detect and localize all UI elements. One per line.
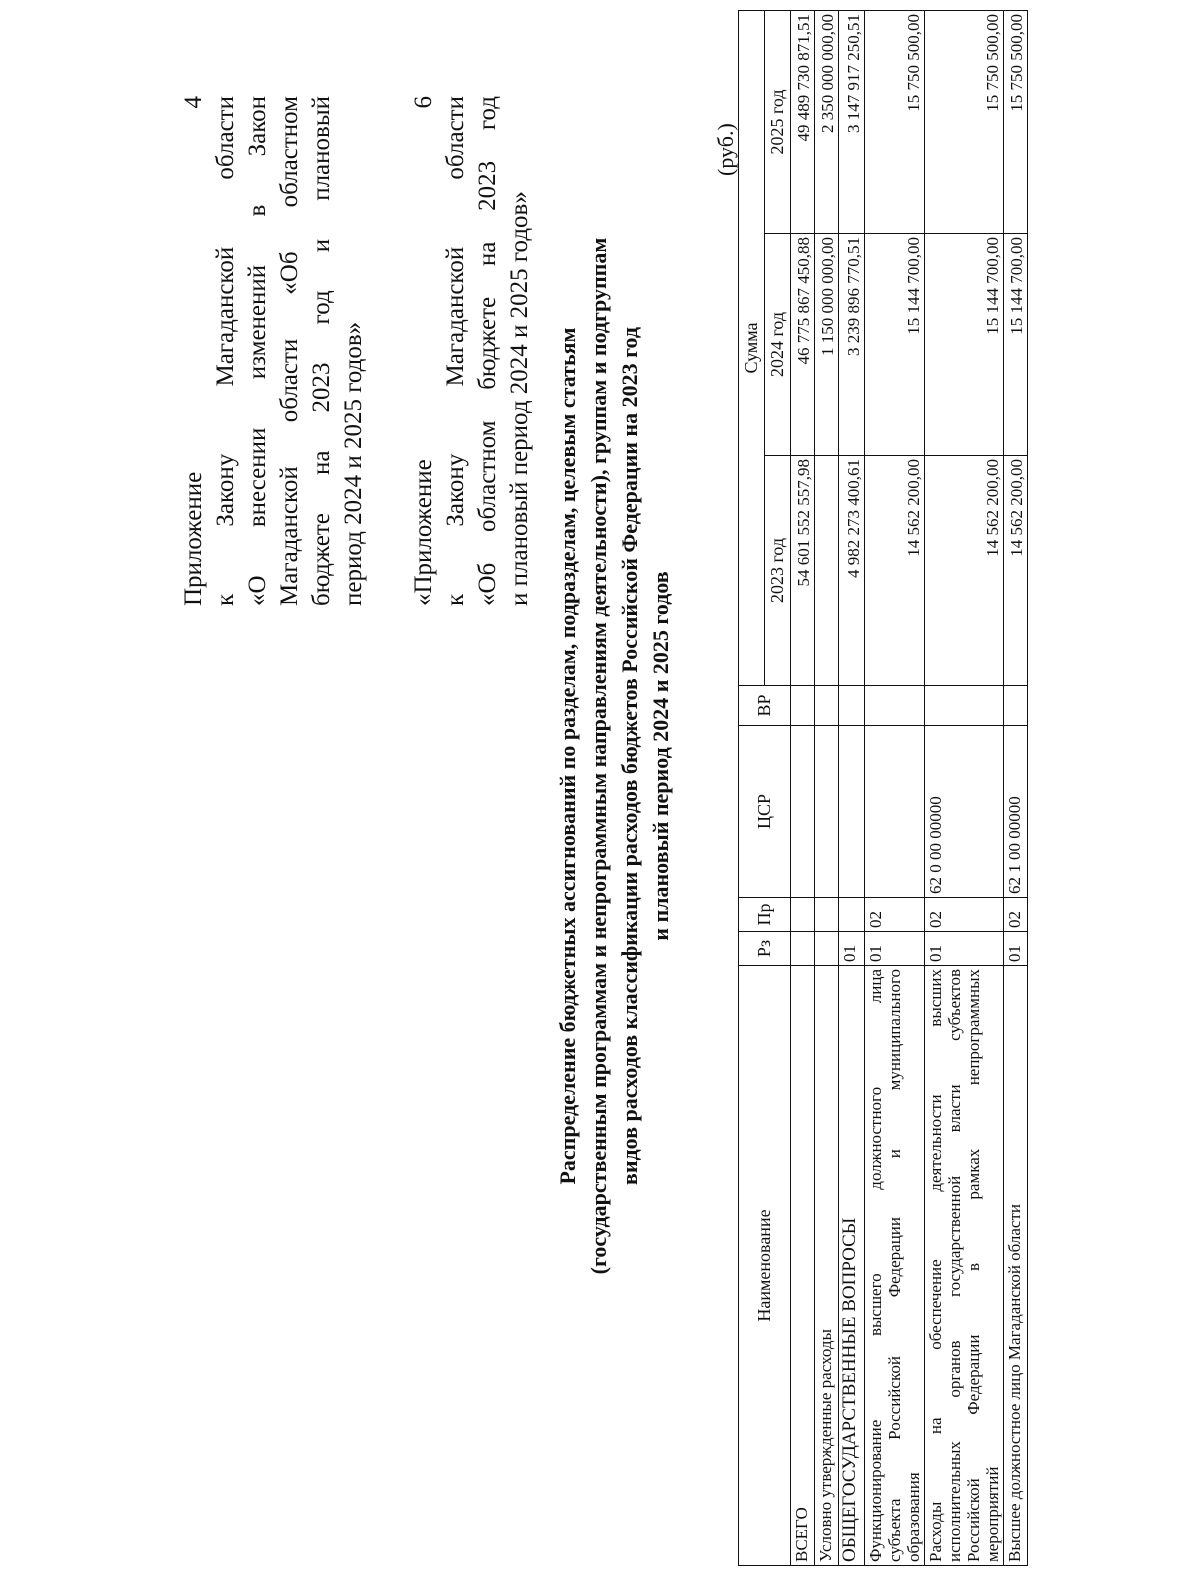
appendix-line: бюджете на 2023 год и плановый	[308, 96, 335, 606]
row-sum-2023: 14 562 200,00	[865, 456, 925, 686]
row-name: Условно утвержденные расходы	[815, 966, 839, 1566]
row-csr: 62 0 00 00000	[925, 726, 1004, 898]
header-csr: ЦСР	[739, 726, 791, 898]
title-line: видов расходов классификации расходов бюджетов Российской Федерации на 2023 год	[617, 326, 642, 1186]
row-vr	[865, 686, 925, 726]
row-sum-2023: 4 982 273 400,61	[839, 456, 865, 686]
table-row	[865, 10, 925, 1565]
row-pr	[791, 898, 815, 932]
table-row	[839, 10, 865, 1565]
row-sum-2024: 15 144 700,00	[925, 234, 1004, 456]
appendix-line: к Закону Магаданской области	[212, 96, 239, 606]
header-year-2023: 2023 год	[765, 456, 791, 686]
row-sum-2023: 14 562 200,00	[1004, 456, 1028, 686]
row-name-line: субъекта Российской Федерации и муниципального	[885, 969, 904, 1562]
row-name-line: мероприятий	[983, 1466, 1002, 1562]
header-pr: Пр	[739, 898, 791, 932]
header-vr: ВР	[739, 686, 791, 726]
row-vr	[925, 686, 1004, 726]
row-rz	[815, 932, 839, 966]
row-pr: 02	[1004, 898, 1028, 932]
currency-unit: (руб.)	[713, 123, 738, 176]
row-pr	[839, 898, 865, 932]
appendix-line: период 2024 и 2025 годов»	[340, 321, 367, 606]
title-line: и плановый период 2024 и 2025 годов	[648, 571, 673, 941]
title-line: (государственным программам и непрограммным направлениям деятельности), группам и подгруппам	[586, 237, 611, 1275]
appendix-line: к Закону Магаданской области	[442, 96, 469, 606]
header-row	[739, 10, 765, 1565]
row-sum-2025: 15 750 500,00	[865, 10, 925, 233]
row-name-line: Расходы на обеспечение деятельности высших	[926, 969, 945, 1562]
row-sum-2025: 15 750 500,00	[925, 10, 1004, 233]
row-name	[865, 966, 925, 1566]
row-rz: 01	[925, 932, 1004, 966]
header-name: Наименование	[739, 966, 791, 1566]
row-pr: 02	[925, 898, 1004, 932]
header-rz: Рз	[739, 932, 791, 966]
row-sum-2024: 46 775 867 450,88	[791, 234, 815, 456]
header-year-2024: 2024 год	[765, 234, 791, 456]
row-rz: 01	[839, 932, 865, 966]
row-sum-2023	[815, 456, 839, 686]
row-sum-2023: 14 562 200,00	[925, 456, 1004, 686]
appendix-line: Магаданской области «Об областном	[276, 96, 303, 606]
row-vr	[815, 686, 839, 726]
row-csr	[865, 726, 925, 898]
header-sum: Сумма	[739, 10, 765, 685]
appendix-4-heading	[178, 96, 370, 606]
row-sum-2024: 3 239 896 770,51	[839, 234, 865, 456]
row-vr	[839, 686, 865, 726]
row-name	[925, 966, 1004, 1566]
row-sum-2024: 15 144 700,00	[1004, 234, 1028, 456]
table-row	[925, 10, 1004, 1565]
row-sum-2025: 2 350 000 000,00	[815, 10, 839, 233]
row-vr	[791, 686, 815, 726]
appendix-line: «О внесении изменений в Закон	[244, 96, 271, 606]
row-name-line: Функционирование высшего должностного лица	[866, 969, 885, 1562]
row-sum-2025: 3 147 917 250,51	[839, 10, 865, 233]
appendix-line: и плановый период 2024 и 2025 годов»	[506, 191, 533, 606]
row-pr: 02	[865, 898, 925, 932]
table-row	[815, 10, 839, 1565]
row-csr	[839, 726, 865, 898]
row-rz: 01	[865, 932, 925, 966]
row-rz: 01	[1004, 932, 1028, 966]
row-csr	[791, 726, 815, 898]
row-name-line: исполнительных органов государственной власти субъектов	[945, 969, 964, 1562]
row-sum-2024: 15 144 700,00	[865, 234, 925, 456]
row-sum-2023: 54 601 552 557,98	[791, 456, 815, 686]
row-name-line: образования	[904, 1472, 923, 1562]
row-csr	[815, 726, 839, 898]
row-sum-2025: 49 489 730 871,51	[791, 10, 815, 233]
row-sum-2024: 1 150 000 000,00	[815, 234, 839, 456]
row-rz	[791, 932, 815, 966]
row-name: Высшее должностное лицо Магаданской области	[1004, 966, 1028, 1566]
appendix-line: «Приложение 6	[410, 96, 437, 606]
title-line: Распределение бюджетных ассигнований по разделам, подразделам, целевым статьям	[555, 327, 580, 1185]
row-name: ВСЕГО	[791, 966, 815, 1566]
table-row	[1004, 10, 1028, 1565]
budget-table	[738, 10, 1028, 1566]
header-year-2025: 2025 год	[765, 10, 791, 233]
row-pr	[815, 898, 839, 932]
appendix-line: Приложение 4	[180, 96, 207, 606]
table-row	[791, 10, 815, 1565]
row-name: ОБЩЕГОСУДАРСТВЕННЫЕ ВОПРОСЫ	[839, 966, 865, 1566]
row-csr: 62 1 00 00000	[1004, 726, 1028, 898]
row-sum-2025: 15 750 500,00	[1004, 10, 1028, 233]
document-title	[552, 106, 676, 1406]
appendix-6-heading	[408, 96, 536, 606]
appendix-line: «Об областном бюджете на 2023 год	[474, 96, 501, 606]
row-vr	[1004, 686, 1028, 726]
row-name-line: Российской Федерации в рамках непрограммных	[964, 969, 983, 1562]
